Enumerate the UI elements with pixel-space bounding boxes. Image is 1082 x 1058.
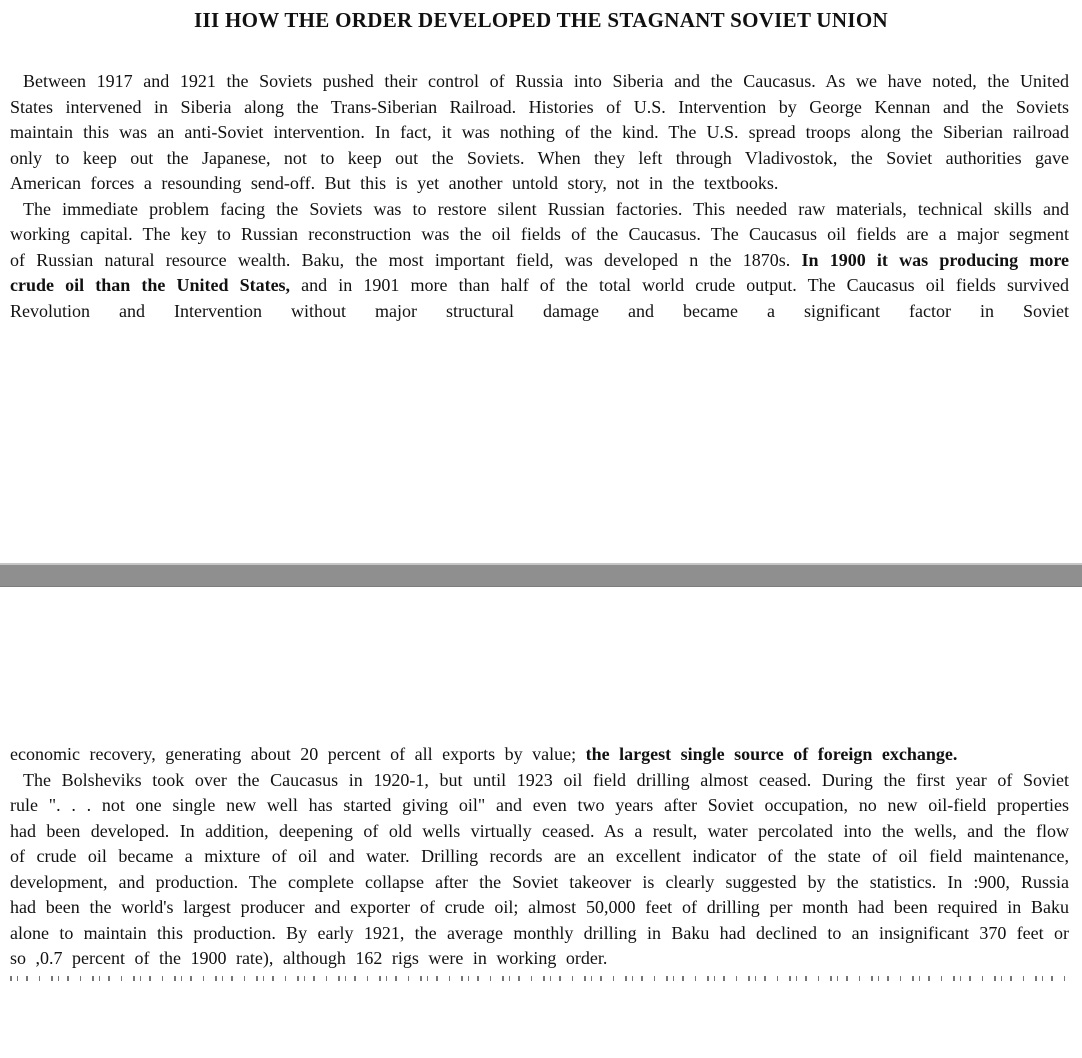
paragraph-oil-fields-text: The immediate problem facing the Soviets was to restore silent Russian factories. This needed raw materials, technical skills and working capital. The key to Russian reconstruction was the oil fields of the Caucasus. The Caucasus oil fields are a major segment of Russian natural resource wealth. Baku, the most important field, was developed n the 1870s. [10, 198, 1069, 270]
paragraph-recovery-text: economic recovery, generating about 20 percent of all exports by value; [10, 744, 586, 764]
page-separator-bar [0, 563, 1082, 587]
paragraph-siberia-text: Between 1917 and 1921 the Soviets pushed their control of Russia into Siberia and the Caucasus. As we have noted, the United States intervened in Siberia along the Trans-Siberian Railroad. Histories of U.S. Intervention by George Kennan and the Soviets maintain this was an anti-Soviet intervention. In fact, it was nothing of the kind. The U.S. spread troops along the Siberian railroad only to keep out the Japanese, not to keep out the Soviets. When they left through Vladivostok, the Soviet authorities gave American forces a resounding send-off. But this is yet another untold story, not in the textbooks. [10, 71, 1069, 193]
bold-emphasis-foreign-exchange: the largest single source of foreign exchange. [585, 744, 958, 764]
page-1-text [10, 69, 1069, 324]
paragraph-bolsheviks [10, 768, 1069, 972]
page-title: III HOW THE ORDER DEVELOPED THE STAGNANT SOVIET UNION [194, 8, 888, 32]
paragraph-recovery [10, 742, 1069, 768]
paragraph-siberia [10, 69, 1069, 197]
clipped-text-line [10, 976, 1069, 981]
page-2-text [10, 742, 1069, 981]
bold-emphasis-crude-oil: In 1900 it was producing more crude oil than the United States, [10, 249, 1069, 295]
paragraph-bolsheviks-text: The Bolsheviks took over the Caucasus in 1920-1, but until 1923 oil field drilling almost ceased. During the first year of Soviet rule ". . . not one single new well has started giving oil" and even two years after Soviet occupation, no new oil-field properties had been developed. In addition, deepening of old wells virtually ceased. As a result, water percolated into the wells, and the flow of crude oil became a mixture of oil and water. Drilling records are an excellent indicator of the state of oil field maintenance, development, and production. The complete collapse after the Soviet takeover is clearly suggested by the statistics. In :900, Russia had been the world's largest producer and exporter of crude oil; almost 50,000 feet of drilling per month had been required in Baku alone to maintain this production. By early 1921, the average monthly drilling in Baku had declined to an insignificant 370 feet or so ,0.7 percent of the 1900 rate), although 162 rigs were in working order. [10, 769, 1069, 968]
paragraph-oil-fields [10, 197, 1069, 325]
paragraph-oil-fields-continued: and in 1901 more than half of the total world crude output. The Caucasus oil fields survived Revolution and Intervention without major structural damage and became a significant factor in Soviet [10, 275, 1069, 321]
